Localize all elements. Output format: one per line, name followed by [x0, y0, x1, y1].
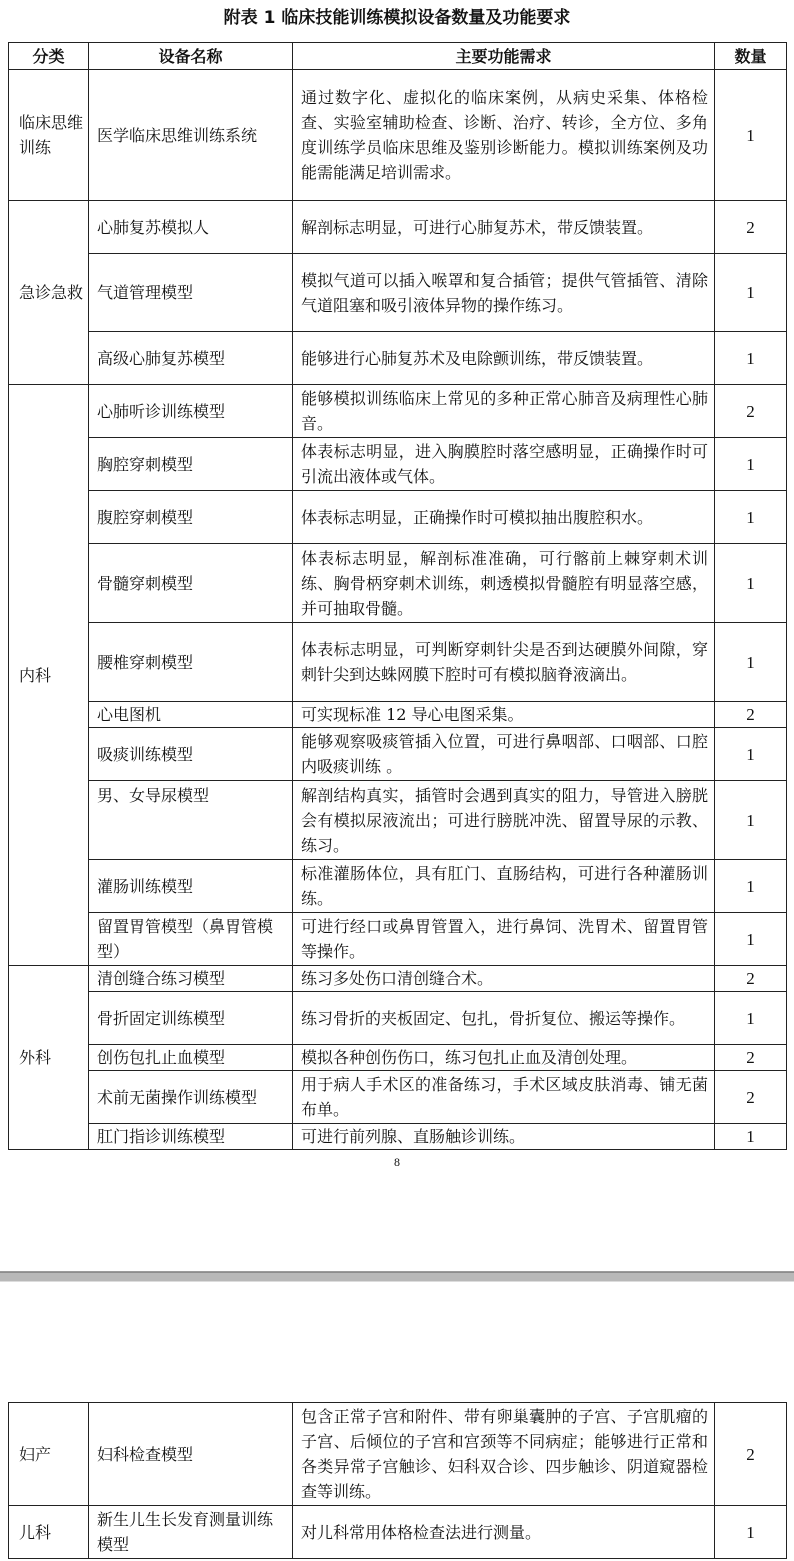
table-row [9, 623, 787, 702]
table-row [9, 966, 787, 992]
quantity-cell: 2 [715, 702, 787, 728]
category-cell: 妇产 [9, 1403, 89, 1506]
equipment-name: 灌肠训练模型 [89, 860, 293, 913]
table-row [9, 1506, 787, 1559]
table-row [9, 1045, 787, 1071]
equipment-name: 留置胃管模型（鼻胃管模型） [89, 913, 293, 966]
function-description: 能够进行心肺复苏术及电除颤训练，带反馈装置。 [293, 332, 715, 385]
quantity-cell: 1 [715, 491, 787, 544]
function-description: 体表标志明显，可判断穿刺针尖是否到达硬膜外间隙，穿刺针尖到达蛛网膜下腔时可有模拟脑脊液滴出。 [293, 623, 715, 702]
table-header-row [9, 43, 787, 70]
quantity-cell: 1 [715, 992, 787, 1045]
function-description: 模拟各种创伤伤口，练习包扎止血及清创处理。 [293, 1045, 715, 1071]
function-description: 可进行前列腺、直肠触诊训练。 [293, 1124, 715, 1150]
table-row [9, 913, 787, 966]
function-description: 练习多处伤口清创缝合术。 [293, 966, 715, 992]
table-row [9, 491, 787, 544]
quantity-cell: 2 [715, 966, 787, 992]
function-description: 体表标志明显，解剖标准准确，可行髂前上棘穿刺术训练、胸骨柄穿刺术训练，刺透模拟骨髓腔有明显落空感，并可抽取骨髓。 [293, 544, 715, 623]
function-description: 通过数字化、虚拟化的临床案例，从病史采集、体格检查、实验室辅助检查、诊断、治疗、转诊，全方位、多角度训练学员临床思维及鉴别诊断能力。模拟训练案例及功能需能满足培训需求。 [293, 70, 715, 201]
header-category: 分类 [9, 43, 89, 70]
equipment-table [8, 42, 787, 1150]
function-description: 可进行经口或鼻胃管置入，进行鼻饲、洗胃术、留置胃管等操作。 [293, 913, 715, 966]
equipment-name: 心肺复苏模拟人 [89, 201, 293, 254]
table-title: 附表 1 临床技能训练模拟设备数量及功能要求 [223, 8, 571, 28]
table-row [9, 1071, 787, 1124]
function-description: 解剖结构真实，插管时会遇到真实的阻力，导管进入膀胱会有模拟尿液流出；可进行膀胱冲洗、留置导尿的示教、练习。 [293, 781, 715, 860]
equipment-table-continued [8, 1402, 787, 1559]
table-row [9, 860, 787, 913]
function-description: 可实现标准 12 导心电图采集。 [293, 702, 715, 728]
equipment-name: 骨髓穿刺模型 [89, 544, 293, 623]
header-function: 主要功能需求 [293, 43, 715, 70]
function-description: 解剖标志明显，可进行心肺复苏术，带反馈装置。 [293, 201, 715, 254]
equipment-name: 妇科检查模型 [89, 1403, 293, 1506]
equipment-name: 心电图机 [89, 702, 293, 728]
function-description: 体表标志明显，进入胸膜腔时落空感明显，正确操作时可引流出液体或气体。 [293, 438, 715, 491]
quantity-cell: 1 [715, 254, 787, 332]
equipment-name: 骨折固定训练模型 [89, 992, 293, 1045]
table-row [9, 781, 787, 860]
equipment-name: 高级心肺复苏模型 [89, 332, 293, 385]
table-row [9, 332, 787, 385]
quantity-cell: 1 [715, 1506, 787, 1559]
table-row [9, 70, 787, 201]
quantity-cell: 1 [715, 1124, 787, 1150]
quantity-cell: 1 [715, 623, 787, 702]
table-row [9, 992, 787, 1045]
table-row [9, 702, 787, 728]
table-row [9, 254, 787, 332]
page-separator [0, 1272, 794, 1282]
quantity-cell: 1 [715, 544, 787, 623]
equipment-name: 气道管理模型 [89, 254, 293, 332]
category-cell: 儿科 [9, 1506, 89, 1559]
quantity-cell: 1 [715, 728, 787, 781]
function-description: 包含正常子宫和附件、带有卵巢囊肿的子宫、子宫肌瘤的子宫、后倾位的子宫和宫颈等不同病症；能够进行正常和各类异常子宫触诊、妇科双合诊、四步触诊、阴道窥器检查等训练。 [293, 1403, 715, 1506]
function-description: 能够观察吸痰管插入位置，可进行鼻咽部、口咽部、口腔内吸痰训练 。 [293, 728, 715, 781]
quantity-cell: 1 [715, 913, 787, 966]
category-cell: 临床思维训练 [9, 70, 89, 201]
equipment-name: 男、女导尿模型 [89, 781, 293, 860]
equipment-name: 新生儿生长发育测量训练模型 [89, 1506, 293, 1559]
table-row [9, 1403, 787, 1506]
table-row [9, 438, 787, 491]
quantity-cell: 2 [715, 1403, 787, 1506]
quantity-cell: 2 [715, 1071, 787, 1124]
equipment-name: 术前无菌操作训练模型 [89, 1071, 293, 1124]
quantity-cell: 1 [715, 860, 787, 913]
function-description: 对儿科常用体格检查法进行测量。 [293, 1506, 715, 1559]
equipment-name: 胸腔穿刺模型 [89, 438, 293, 491]
category-cell: 内科 [9, 385, 89, 966]
table-row [9, 385, 787, 438]
category-cell: 外科 [9, 966, 89, 1150]
function-description: 标准灌肠体位，具有肛门、直肠结构，可进行各种灌肠训练。 [293, 860, 715, 913]
quantity-cell: 1 [715, 332, 787, 385]
function-description: 体表标志明显，正确操作时可模拟抽出腹腔积水。 [293, 491, 715, 544]
quantity-cell: 1 [715, 70, 787, 201]
table-row [9, 544, 787, 623]
table-row [9, 728, 787, 781]
equipment-name: 创伤包扎止血模型 [89, 1045, 293, 1071]
table-row [9, 201, 787, 254]
quantity-cell: 1 [715, 781, 787, 860]
equipment-name: 腰椎穿刺模型 [89, 623, 293, 702]
function-description: 练习骨折的夹板固定、包扎，骨折复位、搬运等操作。 [293, 992, 715, 1045]
equipment-name: 腹腔穿刺模型 [89, 491, 293, 544]
equipment-name: 心肺听诊训练模型 [89, 385, 293, 438]
function-description: 能够模拟训练临床上常见的多种正常心肺音及病理性心肺音。 [293, 385, 715, 438]
page-number: 8 [394, 1155, 400, 1169]
header-quantity: 数量 [715, 43, 787, 70]
table-row [9, 1124, 787, 1150]
category-cell: 急诊急救 [9, 201, 89, 385]
quantity-cell: 2 [715, 1045, 787, 1071]
equipment-name: 肛门指诊训练模型 [89, 1124, 293, 1150]
function-description: 模拟气道可以插入喉罩和复合插管；提供气管插管、清除气道阻塞和吸引液体异物的操作练习。 [293, 254, 715, 332]
equipment-name: 清创缝合练习模型 [89, 966, 293, 992]
equipment-name: 医学临床思维训练系统 [89, 70, 293, 201]
quantity-cell: 1 [715, 438, 787, 491]
header-name: 设备名称 [89, 43, 293, 70]
quantity-cell: 2 [715, 201, 787, 254]
function-description: 用于病人手术区的准备练习，手术区域皮肤消毒、铺无菌布单。 [293, 1071, 715, 1124]
equipment-name: 吸痰训练模型 [89, 728, 293, 781]
quantity-cell: 2 [715, 385, 787, 438]
